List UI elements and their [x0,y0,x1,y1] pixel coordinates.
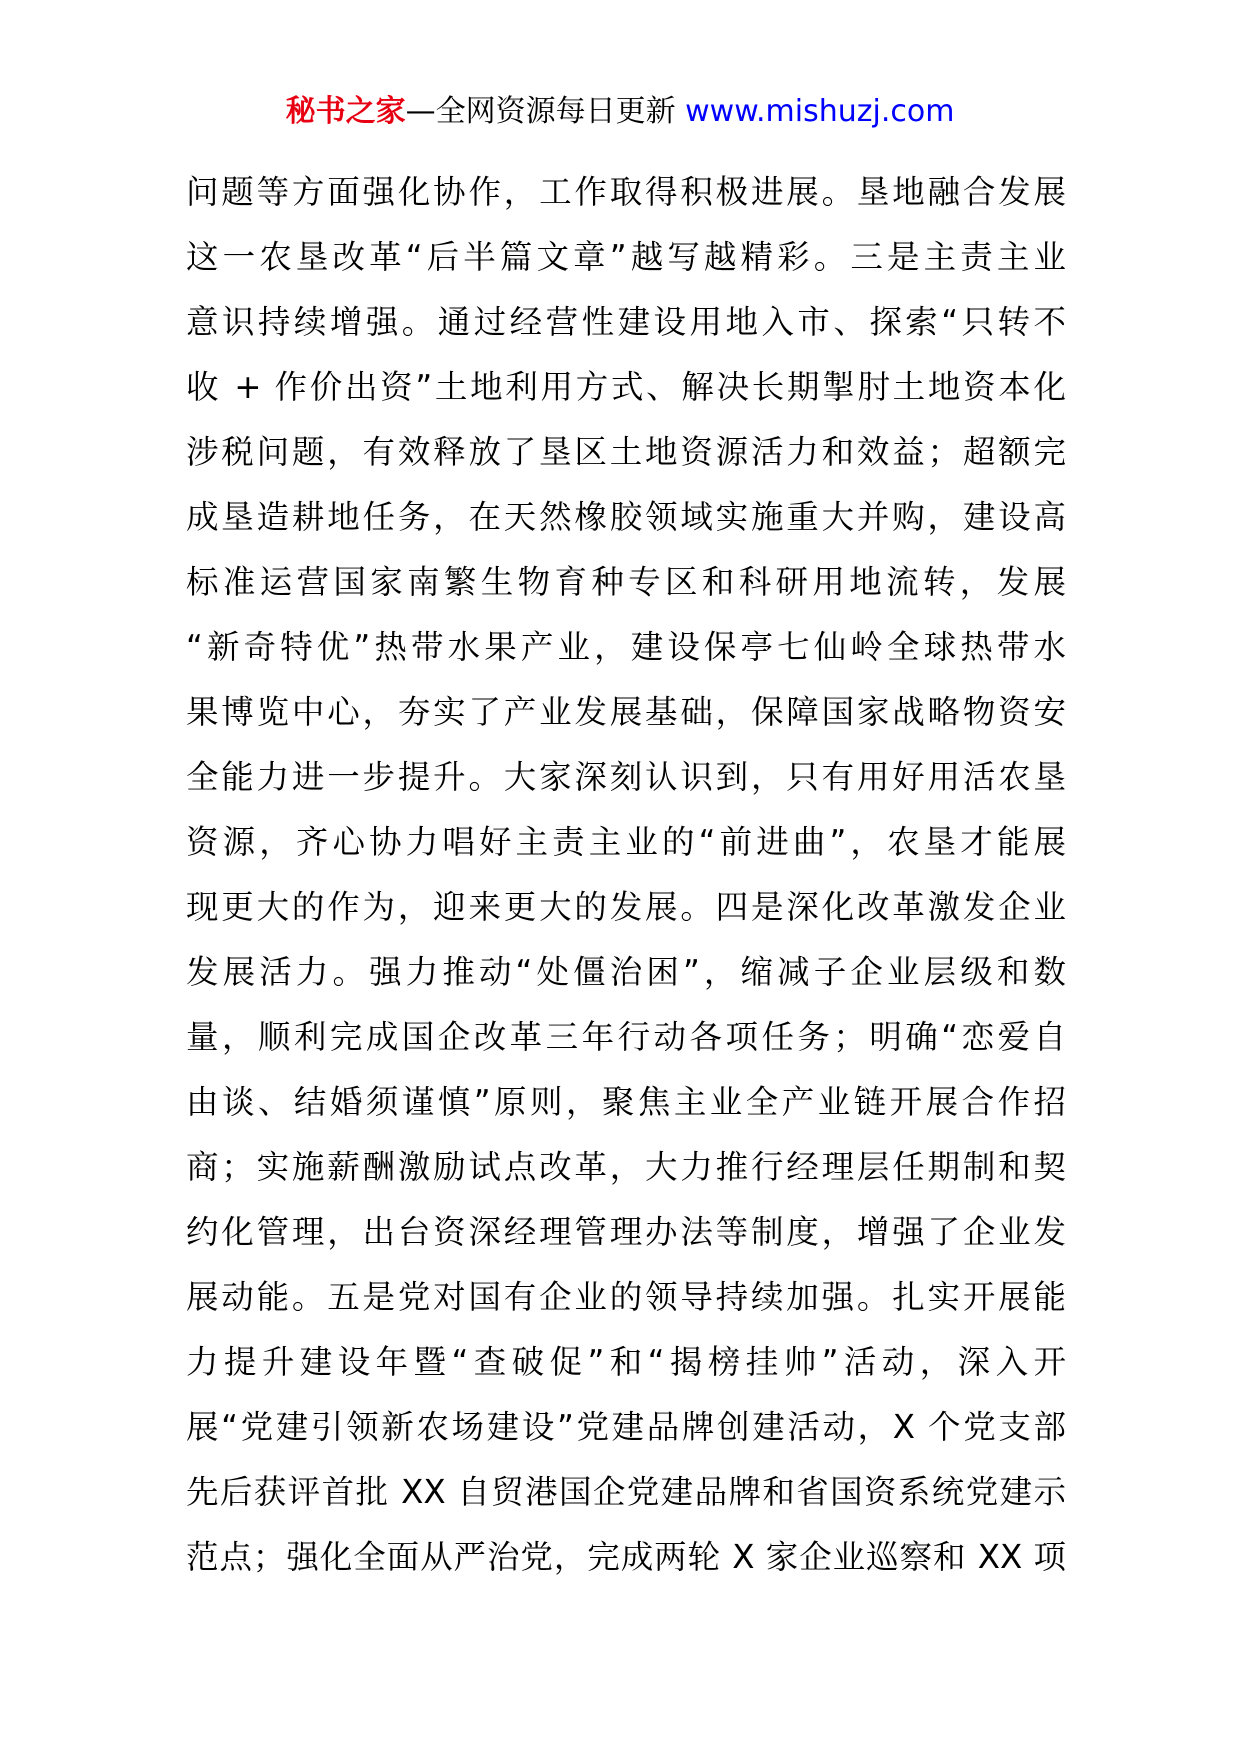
body-line: 这一农垦改革“后半篇文章”越写越精彩。三是主责主业 [186,238,1066,276]
body-line: 先后获评首批 XX 自贸港国企党建品牌和省国资系统党建示 [186,1473,1066,1511]
body-line: 力提升建设年暨“查破促”和“揭榜挂帅”活动，深入开 [186,1343,1066,1381]
body-line: “新奇特优”热带水果产业，建设保亭七仙岭全球热带水 [186,628,1066,666]
body-line: 收 + 作价出资”土地利用方式、解决长期掣肘土地资本化 [186,368,1066,406]
body-line: 果博览中心，夯实了产业发展基础，保障国家战略物资安 [186,693,1066,731]
site-brand: 秘书之家 [285,94,406,129]
body-line: 意识持续增强。通过经营性建设用地入市、探索“只转不 [186,303,1066,341]
site-tagline: —全网资源每日更新 [405,94,676,129]
document-body [186,160,1066,1590]
body-line: 资源，齐心协力唱好主责主业的“前进曲”，农垦才能展 [186,823,1066,861]
body-line: 范点；强化全面从严治党，完成两轮 X 家企业巡察和 XX 项 [186,1538,1066,1576]
body-line: 约化管理，出台资深经理管理办法等制度，增强了企业发 [186,1213,1066,1251]
body-line: 由谈、结婚须谨慎”原则，聚焦主业全产业链开展合作招 [186,1083,1066,1121]
body-line: 现更大的作为，迎来更大的发展。四是深化改革激发企业 [186,888,1066,926]
body-line: 成垦造耕地任务，在天然橡胶领域实施重大并购，建设高 [186,498,1066,536]
site-header [0,92,1240,132]
body-line: 商；实施薪酬激励试点改革，大力推行经理层任期制和契 [186,1148,1066,1186]
body-line: 展动能。五是党对国有企业的领导持续加强。扎实开展能 [186,1278,1066,1316]
body-line: 问题等方面强化协作，工作取得积极进展。垦地融合发展 [186,173,1066,211]
body-line: 标准运营国家南繁生物育种专区和科研用地流转，发展 [186,563,1066,601]
body-line: 涉税问题，有效释放了垦区土地资源活力和效益；超额完 [186,433,1066,471]
body-line: 全能力进一步提升。大家深刻认识到，只有用好用活农垦 [186,758,1066,796]
site-url-link[interactable]: www.mishuzj.com [685,94,955,129]
body-line: 量，顺利完成国企改革三年行动各项任务；明确“恋爱自 [186,1018,1066,1056]
body-line: 发展活力。强力推动“处僵治困”，缩减子企业层级和数 [186,953,1066,991]
body-line: 展“党建引领新农场建设”党建品牌创建活动，X 个党支部 [186,1408,1066,1446]
